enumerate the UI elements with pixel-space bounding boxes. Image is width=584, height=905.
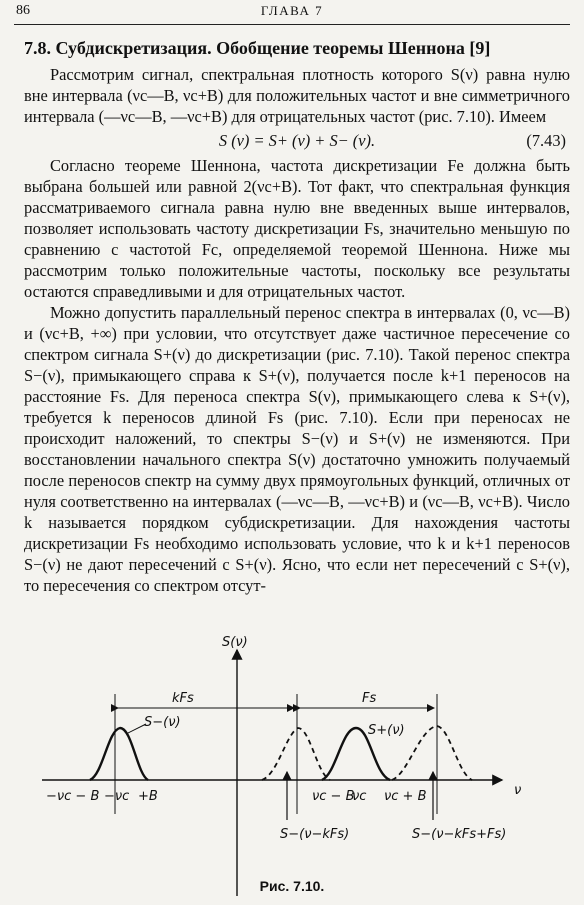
tick-pos-center: νc bbox=[352, 789, 367, 804]
chapter-title: ГЛАВА 7 bbox=[260, 3, 324, 18]
spectrum-s-minus bbox=[90, 728, 148, 780]
body-text bbox=[24, 64, 570, 596]
kfs-label: kFs bbox=[172, 691, 194, 706]
spectrum-diagram bbox=[0, 624, 584, 900]
running-header bbox=[14, 0, 570, 25]
tick-neg-left: −νc − B bbox=[46, 789, 100, 804]
tick-pos-right: νc + B bbox=[384, 789, 427, 804]
s-plus-label: S+(ν) bbox=[368, 723, 405, 738]
equation-formula: S (ν) = S+ (ν) + S− (ν). bbox=[218, 131, 376, 150]
figure-7-10 bbox=[0, 624, 584, 900]
x-axis-label: ν bbox=[514, 783, 522, 798]
tick-neg-center: −νc bbox=[104, 789, 130, 804]
s-minus-leader bbox=[126, 724, 146, 734]
section-title: 7.8. Субдискретизация. Обобщение теоремы Шеннона [9] bbox=[24, 38, 491, 58]
paragraph-3: Можно допустить параллельный перенос спектра в интервалах (0, νc—B) и (νc+B, +∞) при условии, что отсутствует даже частичное пересечение со спектром сигнала S+(ν) до дискретизации (рис. 7.10). Такой перенос спектра S−(ν), примыкающего справа к S+(ν), получается после k+1 переносов на расстояние Fs. Для переноса спектра S(ν), примыкающего слева к S+(ν), требуется k переносов длиной Fs (рис. 7.10). Если при переносах не происходит наложений, то спектры S−(ν) и S+(ν) не изменяются. При восстановлении начального спектра S(ν) достаточно умножить получаемый после переносов спектр на сумму двух прямоугольных функций, отличных от нуля соответственно на интервалах (—νc—B, —νc+B) и (νc—B, νc+B). Число k называется порядком субдискретизации. Для нахождения частоты дискретизации Fs необходимо использовать условие, что k и k+1 переносов S−(ν) не дают пересечений с S+(ν). Ясно, что если нет пересечений с S+(ν), то пересечения со спектром отсут- bbox=[24, 303, 570, 595]
tick-neg-right: +B bbox=[138, 789, 158, 804]
spectrum-shift-k bbox=[262, 728, 330, 780]
paragraph-1: Рассмотрим сигнал, спектральная плотность которого S(ν) равна нулю вне интервала (νc—B, νc+B) для положительных частот и вне симметричного интервала (—νc—B, —νc+B) для отрицательных частот (рис. 7.10). Имеем bbox=[24, 65, 570, 126]
fs-label: Fs bbox=[362, 691, 377, 706]
equation-7-43 bbox=[24, 127, 570, 155]
paragraph-2: Согласно теореме Шеннона, частота дискретизации Fe должна быть выбрана большей или равной 2(νc+B). Тот факт, что спектральная функция рассматриваемого сигнала равна нулю вне введенных выше интервалов, позволяет использовать частоту дискретизации Fs, значительно меньшую по сравнению с частотой Fc, определяемой теоремой Шеннона. Ниже мы рассмотрим только положительные частоты, поскольку все результаты остаются справедливыми и для отрицательных частот. bbox=[24, 156, 570, 301]
y-axis-label: S(ν) bbox=[222, 635, 248, 650]
equation-number: (7.43) bbox=[526, 131, 566, 150]
figure-caption: Рис. 7.10. bbox=[259, 878, 325, 894]
arrow1-label: S−(ν−kFs) bbox=[280, 827, 350, 842]
tick-pos-left: νc − B bbox=[312, 789, 355, 804]
page-number: 86 bbox=[16, 3, 30, 18]
s-minus-label: S−(ν) bbox=[144, 715, 181, 730]
arrow2-label: S−(ν−kFs+Fs) bbox=[412, 827, 507, 842]
